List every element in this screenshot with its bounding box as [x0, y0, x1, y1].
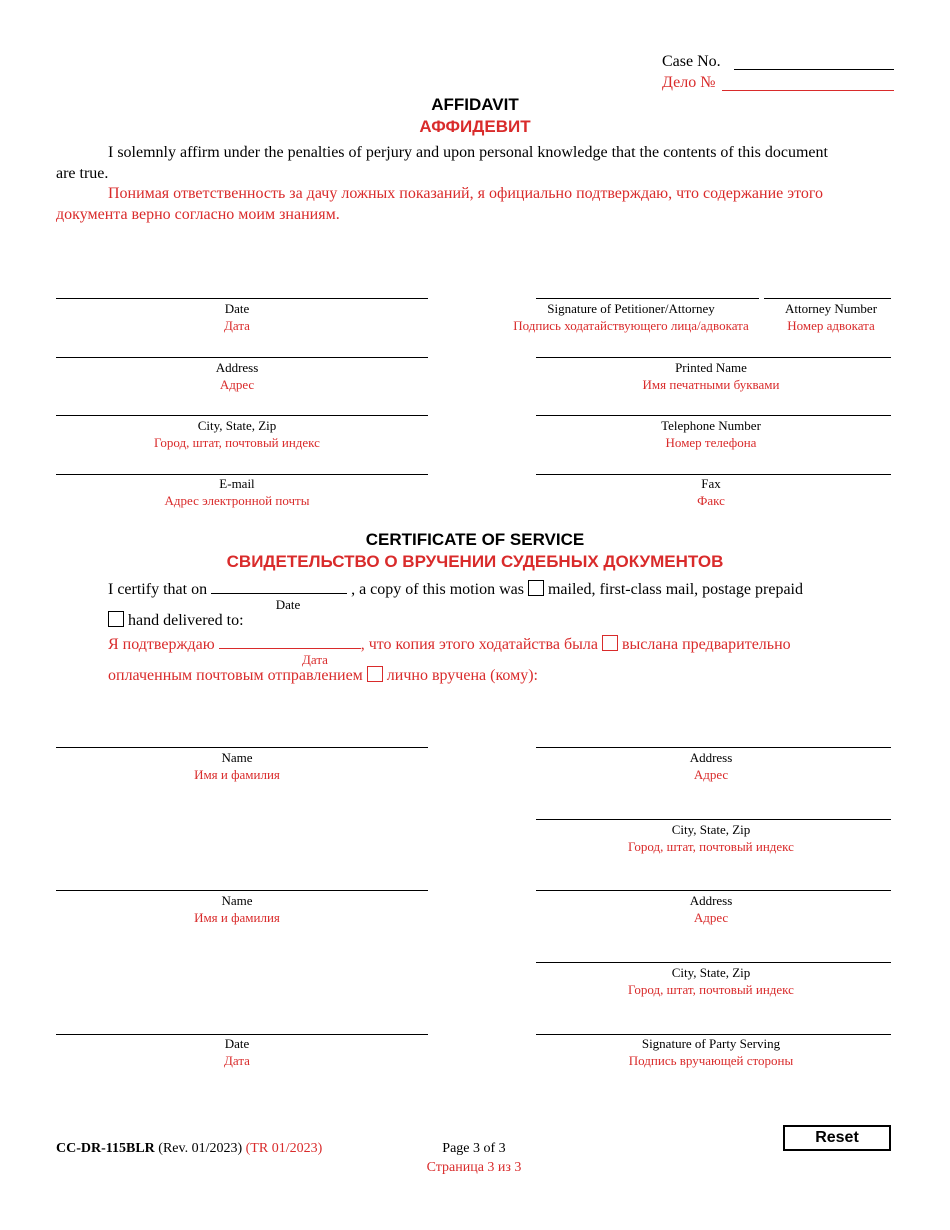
email-field[interactable]: [56, 474, 428, 475]
case-no-label: Case No.: [662, 53, 721, 70]
fax-field[interactable]: [536, 474, 891, 475]
attorney-number-field[interactable]: [764, 298, 891, 299]
certificate-title-ru: СВИДЕТЕЛЬСТВО О ВРУЧЕНИИ СУДЕБНЫХ ДОКУМЕНТОВ: [226, 552, 724, 571]
signature-label: Signature of Petitioner/Attorney Подпись ходатайствующего лица/адвоката: [513, 301, 749, 333]
case-no-label-ru: Дело №: [662, 74, 716, 91]
service-address2-field[interactable]: [536, 890, 891, 891]
signature-field[interactable]: [536, 298, 759, 299]
email-label: E-mail Адрес электронной почты: [164, 476, 310, 508]
form-code: CC-DR-115BLR: [56, 1141, 155, 1156]
service-address1-label: Address Адрес: [689, 750, 733, 782]
date-label: Date Дата: [224, 301, 250, 333]
printed-name-field[interactable]: [536, 357, 891, 358]
certify-line-ru-2: оплаченным почтовым отправлением лично вручена (кому):: [108, 667, 538, 684]
telephone-label: Telephone Number Номер телефона: [661, 418, 761, 450]
form-code-line: [56, 1140, 322, 1158]
mailed-checkbox-ru[interactable]: [602, 635, 618, 651]
service-address1-field[interactable]: [536, 747, 891, 748]
service-name1-field[interactable]: [56, 747, 428, 748]
hand-delivered-checkbox[interactable]: [108, 611, 124, 627]
service-date-field[interactable]: [211, 577, 347, 594]
form-tr: (TR 01/2023): [245, 1141, 323, 1156]
service-name1-label: Name Имя и фамилия: [194, 750, 280, 782]
service-city2-label: City, State, Zip Город, штат, почтовый индекс: [628, 965, 794, 997]
page-number: Page 3 of 3: [442, 1141, 506, 1156]
certify-line-en: I certify that on , a copy of this motion was mailed, first-class mail, postage prepaid: [108, 577, 803, 600]
service-address2-label: Address Адрес: [689, 893, 733, 925]
service-date-final-label: Date Дата: [224, 1036, 250, 1068]
printed-name-label: Printed Name Имя печатными буквами: [642, 360, 780, 392]
serving-signature-field[interactable]: [536, 1034, 891, 1035]
certificate-title: CERTIFICATE OF SERVICE: [365, 530, 585, 549]
affidavit-title-ru: АФФИДЕВИТ: [419, 117, 531, 136]
service-city1-label: City, State, Zip Город, штат, почтовый индекс: [628, 822, 794, 854]
reset-button[interactable]: Reset: [783, 1125, 891, 1151]
hand-delivered-checkbox-ru[interactable]: [367, 666, 383, 682]
case-no-input[interactable]: [734, 69, 894, 70]
telephone-field[interactable]: [536, 415, 891, 416]
address-field[interactable]: [56, 357, 428, 358]
service-date-final-field[interactable]: [56, 1034, 428, 1035]
city-state-zip-label: City, State, Zip Город, штат, почтовый индекс: [154, 418, 320, 450]
city-state-zip-field[interactable]: [56, 415, 428, 416]
form-rev: (Rev. 01/2023): [158, 1141, 243, 1156]
service-date-field-ru[interactable]: [219, 632, 361, 649]
service-name2-label: Name Имя и фамилия: [194, 893, 280, 925]
affidavit-title: AFFIDAVIT: [431, 95, 519, 114]
attorney-number-label: Attorney Number Номер адвоката: [784, 301, 878, 333]
affidavit-text-line2: are true.: [56, 165, 109, 182]
affidavit-text-line1: I solemnly affirm under the penalties of perjury and upon personal knowledge that the contents of this document: [108, 144, 828, 161]
service-date-label-ru: Дата: [302, 652, 328, 667]
mailed-checkbox[interactable]: [528, 580, 544, 596]
address-label: Address Адрес: [215, 360, 259, 392]
service-name2-field[interactable]: [56, 890, 428, 891]
serving-signature-label: Signature of Party Serving Подпись вручающей стороны: [628, 1036, 794, 1068]
hand-delivered-line: hand delivered to:: [108, 610, 244, 631]
affidavit-text-ru-line2: документа верно согласно моим знаниям.: [56, 206, 340, 223]
page-number-ru: Страница 3 из 3: [426, 1160, 522, 1175]
service-date-label: Date: [275, 597, 301, 612]
affidavit-text-ru-line1: Понимая ответственность за дачу ложных показаний, я официально подтверждаю, что содержание этого: [108, 185, 824, 202]
service-city1-field[interactable]: [536, 819, 891, 820]
service-city2-field[interactable]: [536, 962, 891, 963]
fax-label: Fax Факс: [697, 476, 725, 508]
date-field[interactable]: [56, 298, 428, 299]
certify-line-ru: Я подтверждаю , что копия этого ходатайства была выслана предварительно: [108, 632, 791, 655]
case-no-input-ru[interactable]: [722, 90, 894, 91]
